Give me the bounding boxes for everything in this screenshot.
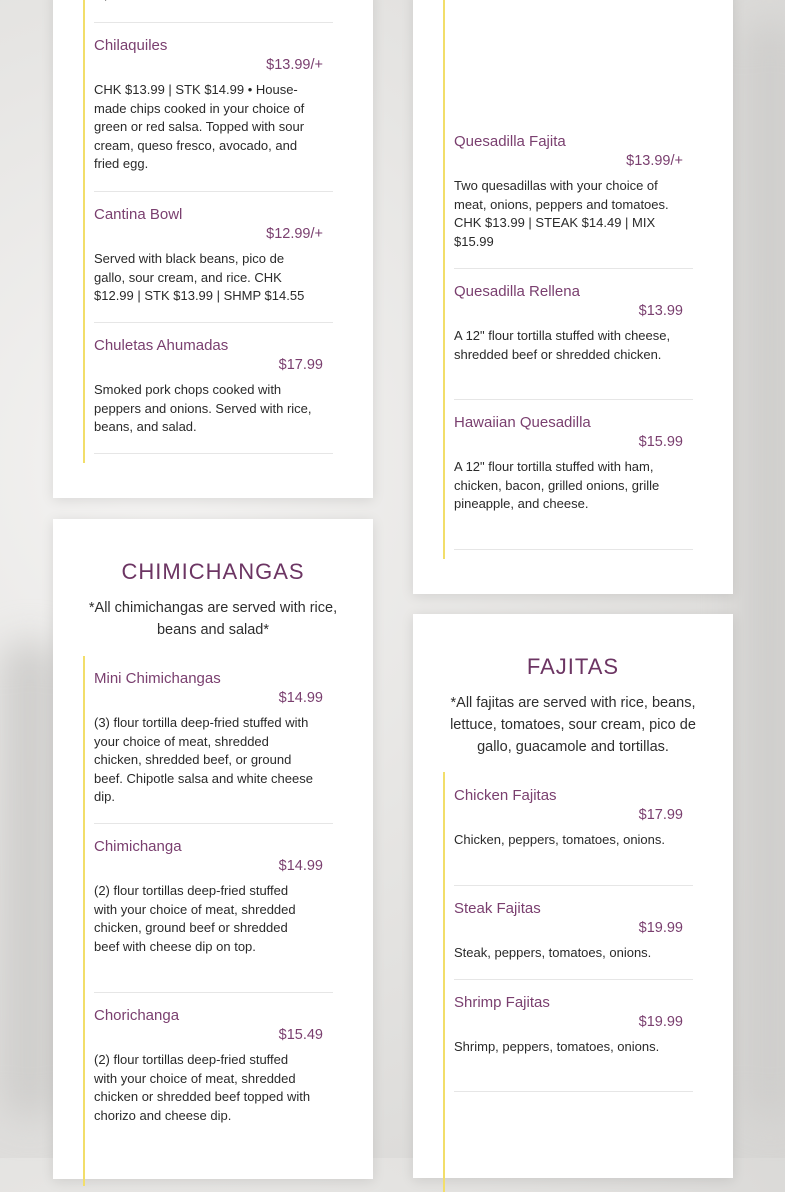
menu-item-mini-chimichangas[interactable] [94, 670, 333, 810]
item-name: Hawaiian Quesadilla [454, 414, 591, 431]
background-blur [740, 20, 785, 1120]
item-description: Shrimp, peppers, tomatoes, onions. [454, 1039, 660, 1054]
divider [454, 979, 693, 980]
item-price: $13.99/+ [626, 153, 683, 169]
accent-bar [83, 0, 85, 463]
menu-item-cantina-bowl[interactable] [94, 206, 333, 306]
item-desc-fragment [94, 0, 279, 1]
item-name: Cantina Bowl [94, 206, 183, 223]
accent-bar [443, 0, 445, 559]
item-description: (2) flour tortillas deep-fried stuffed with your choice of meat, shredded chicken, ground beef or shredded beef with cheese dip on top. [94, 883, 296, 954]
section-title: CHIMICHANGAS [121, 559, 305, 584]
item-description: CHK $13.99 | STK $14.99 • House-made chips cooked in your choice of green or red salsa. Topped with sour cream, queso fresco, avocado, and fried egg. [94, 82, 305, 171]
item-description: Served with black beans, pico de gallo, sour cream, and rice. CHK $12.99 | STK $13.99 | SHMP $14.55 [94, 251, 305, 303]
divider [454, 268, 693, 269]
menu-item-chimichanga[interactable] [94, 838, 333, 978]
accent-bar [443, 772, 445, 1192]
item-description: Steak, peppers, tomatoes, onions. [454, 945, 652, 960]
item-price: $13.99/+ [266, 57, 323, 73]
item-description: (2) flour tortillas deep-fried stuffed with your choice of meat, shredded chicken or shredded beef topped with chorizo and cheese dip. [94, 1052, 311, 1123]
menu-item-steak-fajitas[interactable] [454, 900, 693, 960]
divider [94, 992, 333, 993]
item-name: Chimichanga [94, 838, 182, 855]
divider [94, 823, 333, 824]
item-name: Chuletas Ahumadas [94, 337, 229, 354]
background-blur [0, 640, 60, 1120]
item-description: (3) flour tortilla deep-fried stuffed with your choice of meat, shredded chicken, shredded beef, or ground beef. Chipotle salsa and white cheese dip. [94, 715, 313, 804]
item-price: $14.99 [278, 858, 323, 874]
menu-item-chuletas-ahumadas[interactable] [94, 337, 333, 437]
divider [94, 22, 333, 23]
item-description: Chicken, peppers, tomatoes, onions. [454, 832, 666, 847]
section-note: *All chimichangas are served with rice, beans and salad* [88, 600, 338, 638]
section-title: FAJITAS [526, 654, 620, 679]
divider [454, 885, 693, 886]
menu-card-quesadillas [413, 0, 733, 594]
item-price: $19.99 [638, 1014, 683, 1030]
item-price: $15.49 [278, 1027, 323, 1043]
item-price: $17.99 [278, 357, 323, 373]
item-description: A 12" flour tortilla stuffed with cheese, shredded beef or shredded chicken. [454, 328, 671, 362]
item-name: Shrimp Fajitas [454, 994, 550, 1011]
item-description: A 12" flour tortilla stuffed with ham, chicken, bacon, grilled onions, grille pineapple, and cheese. [454, 459, 660, 511]
divider [94, 191, 333, 192]
item-description: Two quesadillas with your choice of meat, onions, peppers and tomatoes. CHK $13.99 | STEAK $14.49 | MIX $15.99 [454, 178, 669, 249]
item-name: Mini Chimichangas [94, 670, 221, 687]
item-price: $12.99/+ [266, 226, 323, 242]
item-price: $17.99 [638, 807, 683, 823]
item-price: $15.99 [638, 434, 683, 450]
menu-card-chimichangas [53, 519, 373, 1179]
menu-item-quesadilla-fajita[interactable] [454, 133, 693, 249]
divider [94, 453, 333, 454]
menu-card-platos [53, 0, 373, 498]
divider [454, 1091, 693, 1092]
menu-item-chilaquiles[interactable] [94, 37, 333, 171]
item-price: $14.99 [278, 690, 323, 706]
section-note: *All fajitas are served with rice, beans, lettuce, tomatoes, sour cream, pico de gallo, guacamole and tortillas. [450, 695, 696, 755]
divider [454, 549, 693, 550]
divider [94, 322, 333, 323]
menu-item-chicken-fajitas[interactable] [454, 787, 693, 867]
menu-item-chorichanga[interactable] [94, 1007, 333, 1147]
item-price: $19.99 [638, 920, 683, 936]
divider [454, 399, 693, 400]
menu-item-hawaiian-quesadilla[interactable] [454, 414, 693, 534]
item-price: $13.99 [638, 303, 683, 319]
accent-bar [83, 656, 85, 1186]
item-name: Quesadilla Fajita [454, 133, 566, 150]
item-name: Chorichanga [94, 1007, 180, 1024]
item-description: Smoked pork chops cooked with peppers and onions. Served with rice, beans, and salad. [94, 382, 312, 434]
item-name: Steak Fajitas [454, 900, 541, 917]
item-name: Quesadilla Rellena [454, 283, 580, 300]
item-name: Chilaquiles [94, 37, 168, 54]
item-name: Chicken Fajitas [454, 787, 557, 804]
menu-card-fajitas [413, 614, 733, 1178]
menu-item-quesadilla-rellena[interactable] [454, 283, 693, 383]
menu-item-shrimp-fajitas[interactable] [454, 994, 693, 1074]
